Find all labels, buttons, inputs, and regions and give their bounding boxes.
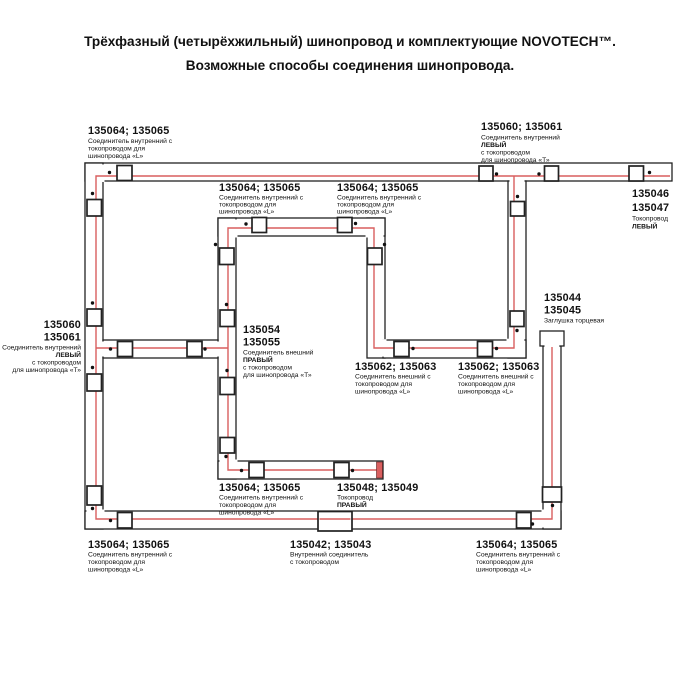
label-connector-inner-left-T-side (2, 319, 81, 374)
part-desc: шинопровода «L» (458, 388, 514, 396)
label-connector-inner-left-T-top (481, 121, 562, 164)
label-connector-inner-L-bottom-left (88, 539, 173, 574)
part-desc: шинопровода «L» (476, 566, 532, 574)
part-desc: шинопровода «L» (355, 388, 411, 396)
label-connector-inner-L-top-left (88, 125, 173, 160)
power-feed-right-cap (377, 462, 383, 478)
part-desc: Соединитель внешний с (458, 373, 534, 381)
part-desc: шинопровода «L» (219, 208, 275, 216)
part-desc: для шинопровода «Т» (243, 372, 312, 379)
part-desc: с токопроводом (32, 359, 81, 367)
part-desc: Соединитель внешний (243, 349, 314, 357)
part-desc: шинопровода «L» (88, 566, 144, 574)
label-power-feed-left (632, 188, 669, 231)
connector-box (394, 342, 409, 357)
part-desc: Соединитель внутренний (2, 344, 81, 352)
connector-box (220, 248, 235, 265)
connector-box (220, 438, 235, 454)
connector-box (368, 248, 383, 265)
title-line-1: Трёхфазный (четырёхжильный) шинопровод и комплектующие NOVOTECH™. (84, 34, 616, 49)
part-desc: токопроводом для (219, 201, 277, 209)
part-code: 135060; 135061 (481, 121, 563, 133)
part-desc: шинопровода «L» (88, 153, 144, 160)
part-desc: токопроводом для (88, 559, 146, 566)
connector-box (87, 486, 102, 505)
part-desc: Соединитель внутренний с (88, 551, 173, 559)
part-desc: ЛЕВЫЙ (632, 223, 658, 231)
part-desc: токопроводом для (458, 381, 516, 388)
label-connector-inner-L-mid-1 (219, 182, 304, 216)
part-desc: для шинопровода «Т» (481, 157, 550, 164)
connector-box (478, 342, 493, 357)
track-top (85, 163, 672, 181)
straight-connector-box (318, 512, 352, 532)
part-code: 135061 (43, 331, 81, 344)
part-code: 135062; 135063 (458, 361, 540, 373)
label-connector-straight-internal (290, 539, 371, 566)
track-inner-top (218, 218, 385, 236)
part-code: 135042; 135043 (290, 539, 372, 551)
label-connector-outer-L-2 (458, 361, 539, 396)
part-desc: Токопровод (632, 215, 669, 223)
part-code: 135064; 135065 (88, 539, 170, 551)
connector-box (252, 218, 267, 233)
connector-box (511, 202, 525, 217)
part-desc: с токопроводом (481, 149, 530, 157)
part-desc: ПРАВЫЙ (243, 357, 273, 364)
label-connector-outer-right-T (243, 324, 314, 379)
track-left (85, 163, 103, 529)
part-code: 135046 (632, 188, 670, 200)
connector-box (117, 166, 132, 181)
connector-box (187, 342, 202, 357)
part-code: 135064; 135065 (219, 482, 301, 494)
part-desc: Соединитель внутренний с (88, 138, 173, 145)
label-end-cap (544, 292, 604, 325)
label-connector-inner-L-bottom-right (476, 539, 561, 574)
part-desc: Внутренний соединитель (290, 551, 369, 559)
connector-box (545, 166, 559, 181)
part-desc: токопроводом для (88, 145, 146, 153)
label-connector-inner-L-mid-2 (337, 182, 422, 216)
part-desc: ЛЕВЫЙ (55, 352, 81, 359)
connector-box (479, 166, 493, 181)
part-desc: Соединитель внутренний с (476, 551, 561, 559)
part-code: 135045 (544, 304, 582, 317)
part-desc: Соединитель внутренний (481, 134, 560, 142)
connector-box (338, 218, 353, 233)
part-desc: Соединитель внутренний с (219, 194, 304, 202)
title-line-2: Возможные способы соединения шинопровода. (185, 58, 515, 73)
page-title (84, 34, 616, 73)
part-code: 135054 (243, 324, 281, 336)
part-code: 135047 (632, 202, 670, 214)
end-cap (540, 331, 564, 346)
part-desc: Соединитель внутренний с (337, 194, 422, 202)
part-desc: ЛЕВЫЙ (481, 142, 507, 149)
label-power-feed-right (337, 482, 418, 509)
part-desc: Соединитель внешний с (355, 373, 431, 381)
label-connector-outer-L-1 (355, 361, 436, 396)
connector-box (543, 487, 562, 502)
part-code: 135055 (243, 336, 281, 349)
part-desc: токопроводом для (219, 502, 277, 509)
connector-box (220, 378, 235, 395)
connector-box (334, 463, 349, 478)
part-desc: Токопровод (337, 494, 374, 502)
track-inner-right (367, 218, 385, 358)
connector-box (87, 200, 102, 217)
part-desc: шинопровода «L» (219, 509, 275, 517)
part-desc: Соединитель внутренний с (219, 494, 304, 502)
connector-box (220, 310, 235, 327)
part-code: 135060 (43, 319, 81, 331)
part-code: 135062; 135063 (355, 361, 437, 373)
connector-box (510, 311, 524, 327)
part-desc: токопроводом для (355, 381, 413, 388)
connector-box (118, 342, 133, 357)
connector-box (629, 166, 644, 181)
part-desc: токопроводом для (337, 201, 395, 209)
connector-box (118, 513, 133, 529)
part-code: 135048; 135049 (337, 482, 419, 494)
part-desc: для шинопровода «Т» (12, 367, 81, 374)
part-code: 135064; 135065 (337, 182, 419, 194)
part-code: 135064; 135065 (476, 539, 558, 551)
connector-box (87, 309, 102, 326)
connector-box (249, 463, 264, 478)
part-code: 135064; 135065 (88, 125, 170, 137)
part-code: 135044 (544, 292, 582, 304)
connector-box (517, 513, 532, 529)
connector-box (87, 374, 102, 391)
part-desc: токопроводом для (476, 559, 534, 566)
part-desc: Заглушка торцевая (544, 317, 605, 325)
part-desc: ПРАВЫЙ (337, 502, 367, 509)
part-code: 135064; 135065 (219, 182, 301, 194)
part-desc: с токопроводом (290, 559, 339, 566)
part-desc: с токопроводом (243, 364, 292, 372)
part-desc: шинопровода «L» (337, 208, 393, 216)
